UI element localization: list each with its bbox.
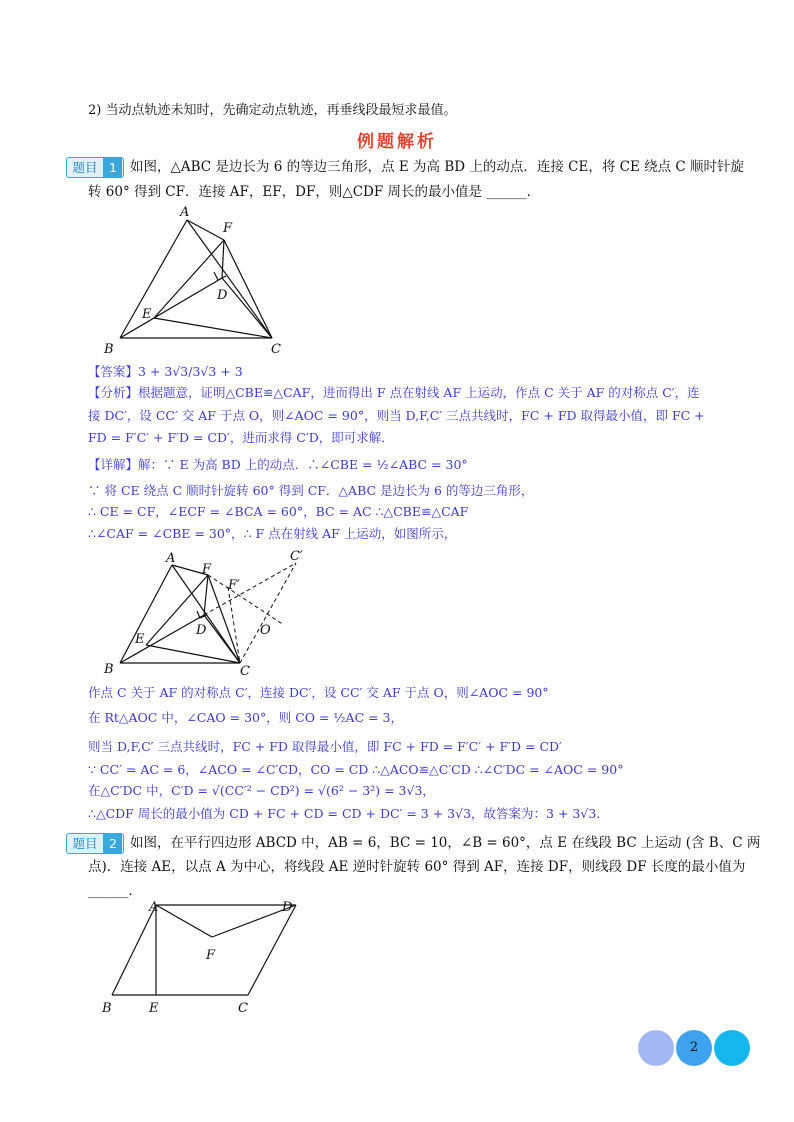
- fig1-label-D: D: [217, 288, 228, 303]
- fig2-label-F: F: [202, 562, 212, 577]
- fig2-dash-FprimeC: [228, 587, 240, 663]
- q2-tag: [66, 833, 124, 854]
- fig1-label-A: A: [180, 205, 190, 220]
- fig2-line-EC: [146, 645, 240, 663]
- fig1-line-AC: [187, 220, 272, 338]
- fig3-label-A: A: [149, 900, 159, 915]
- fig3-line-AF: [156, 905, 212, 937]
- q1-figure-2: [100, 545, 303, 680]
- fig2-dash-CCprime: [240, 563, 296, 663]
- fig1-line-AF: [187, 220, 224, 240]
- q1-detail2-2: 在 Rt△AOC 中，∠CAO = 30°，则 CO = ½AC = 3，: [88, 710, 404, 725]
- q1-analysis-3: FD = F′C′ + F′D = CD′，进而求得 C′D，即可求解．: [88, 430, 394, 445]
- intro-text: 2) 当动点轨迹未知时，先确定动点轨迹，再垂线段最短求最值。: [88, 103, 457, 118]
- fig3-line-AB: [112, 905, 156, 995]
- fig2-dash-AO: [208, 575, 284, 625]
- fig2-label-B: B: [104, 662, 114, 677]
- q2-line3: ______．: [88, 883, 142, 899]
- q2-tag-label: 题目: [72, 836, 98, 851]
- q2-line1: 如图，在平行四边形 ABCD 中，AB = 6，BC = 10，∠B = 60°，点 E 在线段 BC 上运动 (含 B、C 两: [130, 835, 761, 851]
- fig1-line-FD: [222, 240, 224, 278]
- fig3-label-C: C: [238, 1001, 248, 1016]
- q1-detail-1: 【详解】解：∵ E 为高 BD 上的动点．∴∠CBE = ½∠ABC = 30°: [88, 457, 468, 472]
- q1-detail-3: ∴ CE = CF，∠ECF = ∠BCA = 60°，BC = AC ∴△CBE≌△CAF: [88, 504, 469, 519]
- q1-detail2-5: 在△C′DC 中，C′D = √(CC′² − CD²) = √(6² − 3²) = 3√3，: [88, 783, 435, 798]
- fig1-label-F: F: [223, 221, 233, 236]
- fig2-label-E: E: [135, 632, 145, 647]
- q2-line2: 点)．连接 AE，以点 A 为中心，将线段 AE 逆时针旋转 60° 得到 AF，连接 DF，则线段 DF 长度的最小值为: [88, 859, 746, 875]
- q1-detail-4: ∴∠CAF = ∠CBE = 30°，∴ F 点在射线 AF 上运动，如图所示，: [88, 526, 457, 541]
- fig1-right-angle: [214, 272, 226, 280]
- page-badge-circle-right: [714, 1030, 750, 1066]
- fig2-line-DC: [204, 615, 240, 663]
- fig2-line-FD: [204, 575, 208, 615]
- fig2-label-C: C: [240, 664, 250, 679]
- fig1-line-AB: [120, 220, 187, 338]
- fig1-label-C: C: [271, 342, 281, 357]
- q2-figure: [96, 895, 316, 1020]
- fig2-dash-DCprime: [204, 563, 296, 615]
- q1-line2: 转 60° 得到 CF．连接 AF，EF，DF，则△CDF 周长的最小值是 ______．: [88, 184, 541, 200]
- q1-answer: 【答案】3 + 3√3/3√3 + 3: [88, 364, 243, 379]
- q1-line1: 如图，△ABC 是边长为 6 的等边三角形，点 E 为高 BD 上的动点．连接 CE，将 CE 绕点 C 顺时针旋: [130, 159, 745, 175]
- q1-figure: [100, 200, 300, 360]
- q1-detail2-3: 则当 D,F,C′ 三点共线时，FC + FD 取得最小值，即 FC + FD = F′C′ + F′D = CD′: [88, 739, 562, 754]
- fig2-label-O: O: [260, 623, 271, 638]
- fig1-line-EC: [154, 318, 272, 338]
- fig3-label-D: D: [282, 900, 293, 915]
- fig2-label-Fprime: F′: [228, 578, 240, 593]
- section-title: 例题解析: [357, 132, 437, 152]
- q1-detail2-4: ∵ CC′ = AC = 6，∠ACO = ∠C′CD，CO = CD ∴△ACO≌△C′CD ∴∠C′DC = ∠AOC = 90°: [88, 762, 624, 777]
- q1-detail-2: ∵ 将 CE 绕点 C 顺时针旋转 60° 得到 CF．△ABC 是边长为 6 的等边三角形，: [88, 483, 534, 498]
- q1-analysis-1: 【分析】根据题意，证明△CBE≌△CAF，进而得出 F 点在射线 AF 上运动，作点 C 关于 AF 的对称点 C′，连: [88, 385, 700, 400]
- fig3-label-F: F: [206, 948, 216, 963]
- fig2-label-D: D: [196, 623, 207, 638]
- q1-detail2-6: ∴△CDF 周长的最小值为 CD + FC + CD = CD + DC′ = 3 + 3√3，故答案为：3 + 3√3.: [88, 806, 601, 821]
- fig1-label-E: E: [142, 307, 152, 322]
- fig1-line-BD: [120, 278, 222, 338]
- q1-detail2-1: 作点 C 关于 AF 的对称点 C′，连接 DC′，设 CC′ 交 AF 于点 O，则∠AOC = 90°: [88, 685, 549, 700]
- fig3-label-B: B: [102, 1001, 112, 1016]
- fig1-label-B: B: [104, 342, 114, 357]
- q2-tag-number: 2: [103, 834, 122, 853]
- fig2-label-Cprime: C′: [290, 549, 303, 564]
- page-number: 2: [689, 1040, 699, 1055]
- fig2-label-A: A: [166, 551, 176, 566]
- q1-tag-label: 题目: [72, 160, 98, 175]
- q1-analysis-2: 接 DC′，设 CC′ 交 AF 于点 O，则∠AOC = 90°，则当 D,F,C′ 三点共线时，FC + FD 取得最小值，即 FC +: [88, 408, 705, 423]
- fig1-line-EF: [154, 240, 224, 318]
- q1-tag-number: 1: [103, 158, 122, 177]
- q1-tag: [66, 157, 124, 178]
- fig3-label-E: E: [149, 1001, 159, 1016]
- page-badge-circle-left: [638, 1030, 674, 1066]
- fig3-line-DC: [248, 905, 296, 995]
